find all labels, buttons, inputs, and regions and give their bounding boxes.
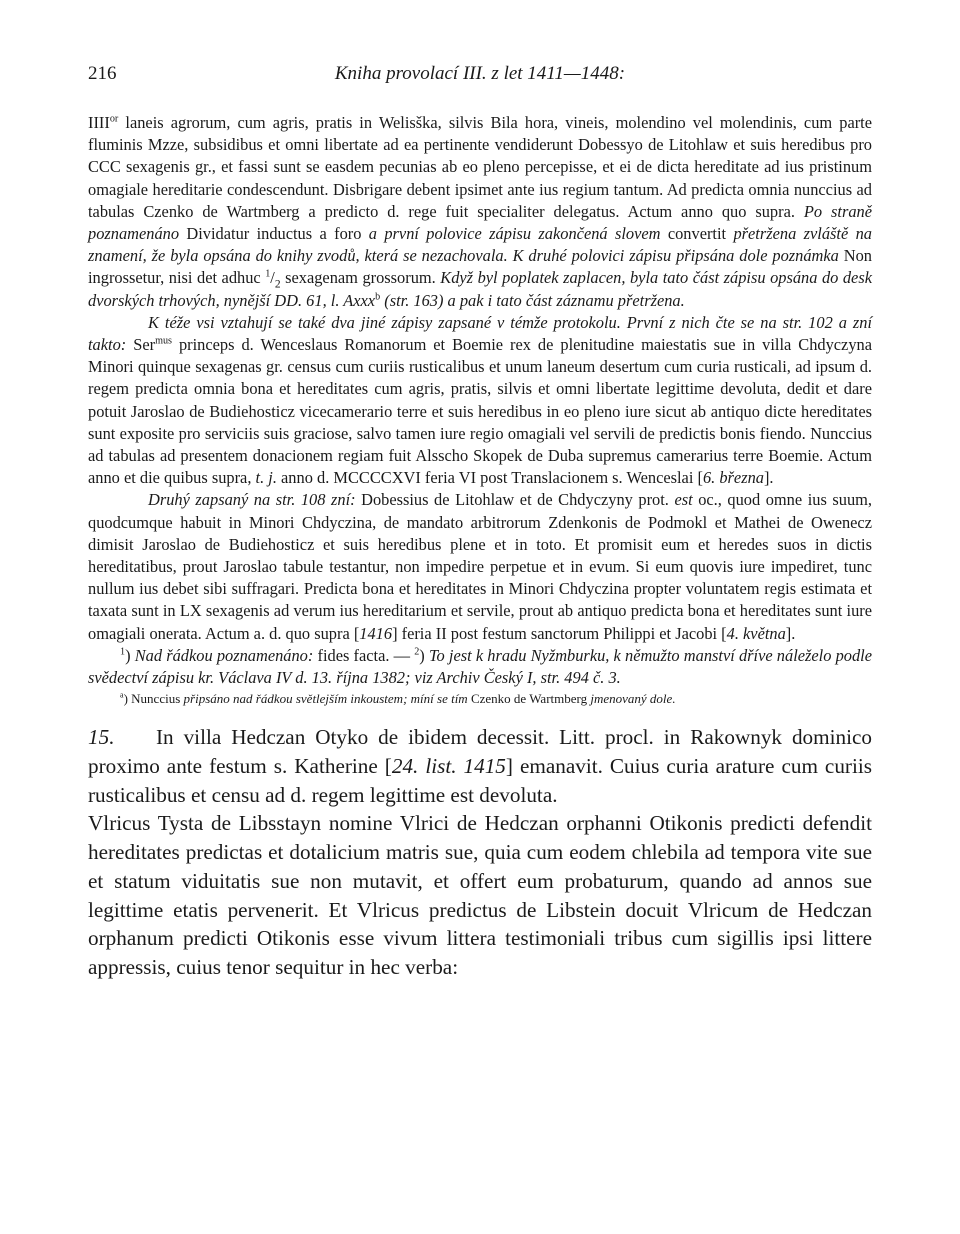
- text: sexagenam grossorum.: [280, 268, 441, 288]
- italic-text: 1416: [359, 623, 393, 643]
- fraction-numerator: 1: [265, 268, 271, 280]
- text: laneis agrorum, cum agris, pratis in Welisška, silvis Bila hora, vineis, molendino vel molendinis, cum parte fluminis Mzze, subsidibus et omni libertate ad ea pertinente vendiderunt Dobessyo de Litohlaw et suis heredibus pro CCC sexagenis gr., et fassi sunt se easdem pecunias ab eo pleno percepisse, et ei de dicta hereditate ad ius pristinum omagiale hereditarie condescendunt. Disbrigare debent ipsimet ante ius regium tantum. Ad predicta omnia nunccius ad tabulas Czenko de Wartmberg a predicto d. rege fuit specialiter delegatus. Actum anno quo supra.: [88, 113, 872, 221]
- italic-text: 6. března: [702, 468, 764, 488]
- text: In villa Hedczan Otyko de ibidem decessit. Litt. procl. in Rakownyk dominico proximo ante festum s. Katherine [: [88, 725, 872, 778]
- entry-15-paragraph: [88, 723, 872, 809]
- italic-text: Nad řádkou poznamenáno:: [134, 645, 314, 665]
- italic-text: t. j.: [255, 468, 277, 488]
- text: ].: [763, 468, 774, 488]
- italic-text: est: [674, 490, 693, 510]
- text: convertit: [660, 224, 734, 244]
- running-title: Kniha provolací III. z let 1411—1448:: [334, 63, 626, 84]
- superscript: mus: [155, 335, 172, 347]
- text: oc., quod omne ius suum, quodcumque habuit in Minori Chdyczina, de mandato arbitrorum Zdenkonis de Podmokl et Mathei de Owenecz dimisit Jaroslao de Budiehosticz et suis heredibus plene et in toto. Et promisit eum et heredes suos in dictis hereditatibus, prout Jaroslao tabule testantur, non impedire perpetue et in evum. Si eum quovis iure impediret, tunc nullum ius debet sibi suffragari. Predicta bona et hereditates in Minori Chdyczina propter voluntatem regis estimata et taxata sunt in LX sexagenis ad verum ius hereditarium et servile, prout ab antiquo predicta bona et hereditates sunt iure omagiali onerata. Actum a. d. quo supra [: [88, 490, 872, 643]
- entry-number: 15.: [88, 725, 115, 750]
- paragraph-3: [88, 489, 872, 644]
- italic-text: a první polovice zápisu zakončená slovem: [368, 224, 661, 244]
- italic-text: Když byl poplatek zaplacen, byla tato část zápisu opsána do desk dvorských trhových, nynější DD. 61, l. Axxx: [88, 268, 872, 310]
- entry-15-continuation: [88, 809, 872, 981]
- page-body: [88, 112, 872, 982]
- italic-text: přetržena zvláště na znamení, že byla opsána do knihy zvodů, která se nezachovala. K druhé polovici zápisu připsána dole poznámka: [88, 224, 872, 266]
- text: Nunccius: [131, 691, 184, 707]
- superscript: or: [109, 113, 119, 125]
- fraction-denominator: 2: [274, 278, 281, 291]
- italic-text: Druhý zapsaný na str. 108 zní:: [148, 490, 356, 510]
- text: Dobessius de Litohlaw et de Chdyczyny prot.: [355, 490, 675, 510]
- footnote-letter: a: [120, 690, 124, 700]
- footnote-number: 2: [414, 646, 420, 658]
- text: Non ingrossetur, nisi det adhuc: [88, 246, 872, 288]
- commentary-block: [88, 112, 872, 645]
- text: Czenko de Wartmberg: [467, 691, 591, 707]
- italic-text: Po straně poznamenáno: [88, 201, 872, 244]
- superscript: b: [375, 291, 381, 303]
- entry-15: [88, 723, 872, 981]
- text: Vlricus Tysta de Libsstayn nomine Vlrici de Hedczan orphanni Otikonis predicti defendit hereditates predictas et dotalicium matris sue, quia cum eodem chlebila ad tempora vite sue et statum viduitatis sue non mutavit, et offert eum probaturum, quando ad annos sue legittime etatis pervenerit. Et Vlricus predictus de Libstein docuit Vlricum de Hedczan orphanum predicti Otikonis esse vivum littera testimoniali tribus cum sigillis ipsi littere appressis, cuius tenor sequitur in hec verba:: [88, 811, 872, 979]
- italic-text: (str. 163) a pak i tato část záznamu přetržena.: [380, 290, 685, 310]
- text: ] feria II post festum sanctorum Philippi et Jacobi [: [392, 623, 727, 643]
- text: ].: [785, 623, 796, 643]
- page-header: [88, 63, 872, 91]
- footnote-a: $^a$) Nunccius připsáno nad řádkou světlejším inkoustem; míní se tím Czenko de Wartmberg jmenovaný dole.: [120, 690, 676, 707]
- italic-text: To jest k hradu Nyžmburku, k němužto manství dříve náleželo podle svědectví zápisu kr. Václava IV d. 13. října 1382; viz Archiv Český I, str. 494 č. 3.: [88, 645, 873, 688]
- paragraph-2: [88, 312, 872, 490]
- italic-text: K téže vsi vztahují se také dva jiné zápisy zapsané v témže protokolu. První z nich čte se na str. 102 a zní takto:: [88, 312, 872, 355]
- text: IIII: [88, 113, 110, 132]
- footnote-1: $^1$) Nad řádkou poznamenáno: fides facta. — $^2$) To jest k hradu Nyžmburku, k němužto manství dříve náleželo podle svědectví zápisu kr. Václava IV d. 13. října 1382; viz Archiv Český I, str. 494 č. 3.: [88, 645, 873, 688]
- text: Ser: [126, 335, 156, 355]
- text: fides facta. —: [313, 645, 415, 665]
- italic-text: připsáno nad řádkou světlejším inkoustem; míní se tím: [183, 691, 468, 707]
- text: Dividatur inductus a foro: [179, 224, 369, 244]
- text: ] emanavit. Cuius curia arature cum curiis rusticalibus et censu ad d. regem legittime est devoluta.: [88, 753, 872, 807]
- text: anno d. MCCCCXVI feria VI post Translacionem s. Wenceslai [: [276, 468, 703, 488]
- page-number: 216: [88, 63, 117, 84]
- footnote-number: 1: [120, 646, 126, 658]
- paragraph-1: $IIII^{or}$ laneis agrorum, cum agris, pratis in Welisška, silvis Bila hora, vineis, molendino vel molendinis, cum parte fluminis Mzze, subsidibus et omni libertate ad ea pertinente vendiderunt Dobessyo de Litohlaw et suis heredibus pro CCC sexagenis gr., et fassi sunt se easdem pecunias ab eo pleno percepisse, et ei de dicta hereditate ad ius pristinum omagiale hereditarie condescendunt. Disbrigare debent ipsimet ante ius regium tantum. Ad predicta omnia nunccius ad tabulas Czenko de Wartmberg a predicto d. rege fuit specialiter delegatus. Actum anno quo supra. Po straně poznamenáno Dividatur inductus a foro a první polovice zápisu zakončená slovem convertit přetržena zvláště na znamení, že byla opsána do knihy zvodů, která se nezachovala. K druhé polovici zápisu připsána dole poznámka Non ingrossetur, nisi det adhuc $^1/_2$ sexagenam grossorum. Když byl poplatek zaplacen, byla tato část zápisu opsána do desk dvorských trhových, nynější DD. 61, l. Axxx$^b$ (str. 163) a pak i tato část záznamu přetržena.: [88, 113, 872, 310]
- italic-text: 24. list. 1415: [391, 753, 506, 778]
- italic-text: jmenovaný dole.: [590, 691, 676, 707]
- italic-text: 4. května: [726, 623, 786, 643]
- text: princeps d. Wenceslaus Romanorum et Boemie rex de plenitudine maiestatis sue in villa Chdyczyna Minori quinque sexagenas gr. census cum curiis rusticalibus et unum laneum desertum cum curia rusticali, ad ipsum d. regem predicta omnia bona et hereditates cum agris, pratis, silvis et omni libertate legittime devoluta, dedit et dare potuit Jaroslao de Budiehosticz vicecamerario terre et suis heredibus in eo pleno iure sicut ab antiquo dicte hereditates sunt exposite pro serviciis suis graciose, salvo tamen iure regio omagiali vel servili de predictis bonis fiendo. Nunccius ad tabulas ad presentem donacionem regiam fuit Alsscho Skopek de Duba supremus camerarius terre Boemie. Actum anno et die quibus supra,: [88, 335, 872, 488]
